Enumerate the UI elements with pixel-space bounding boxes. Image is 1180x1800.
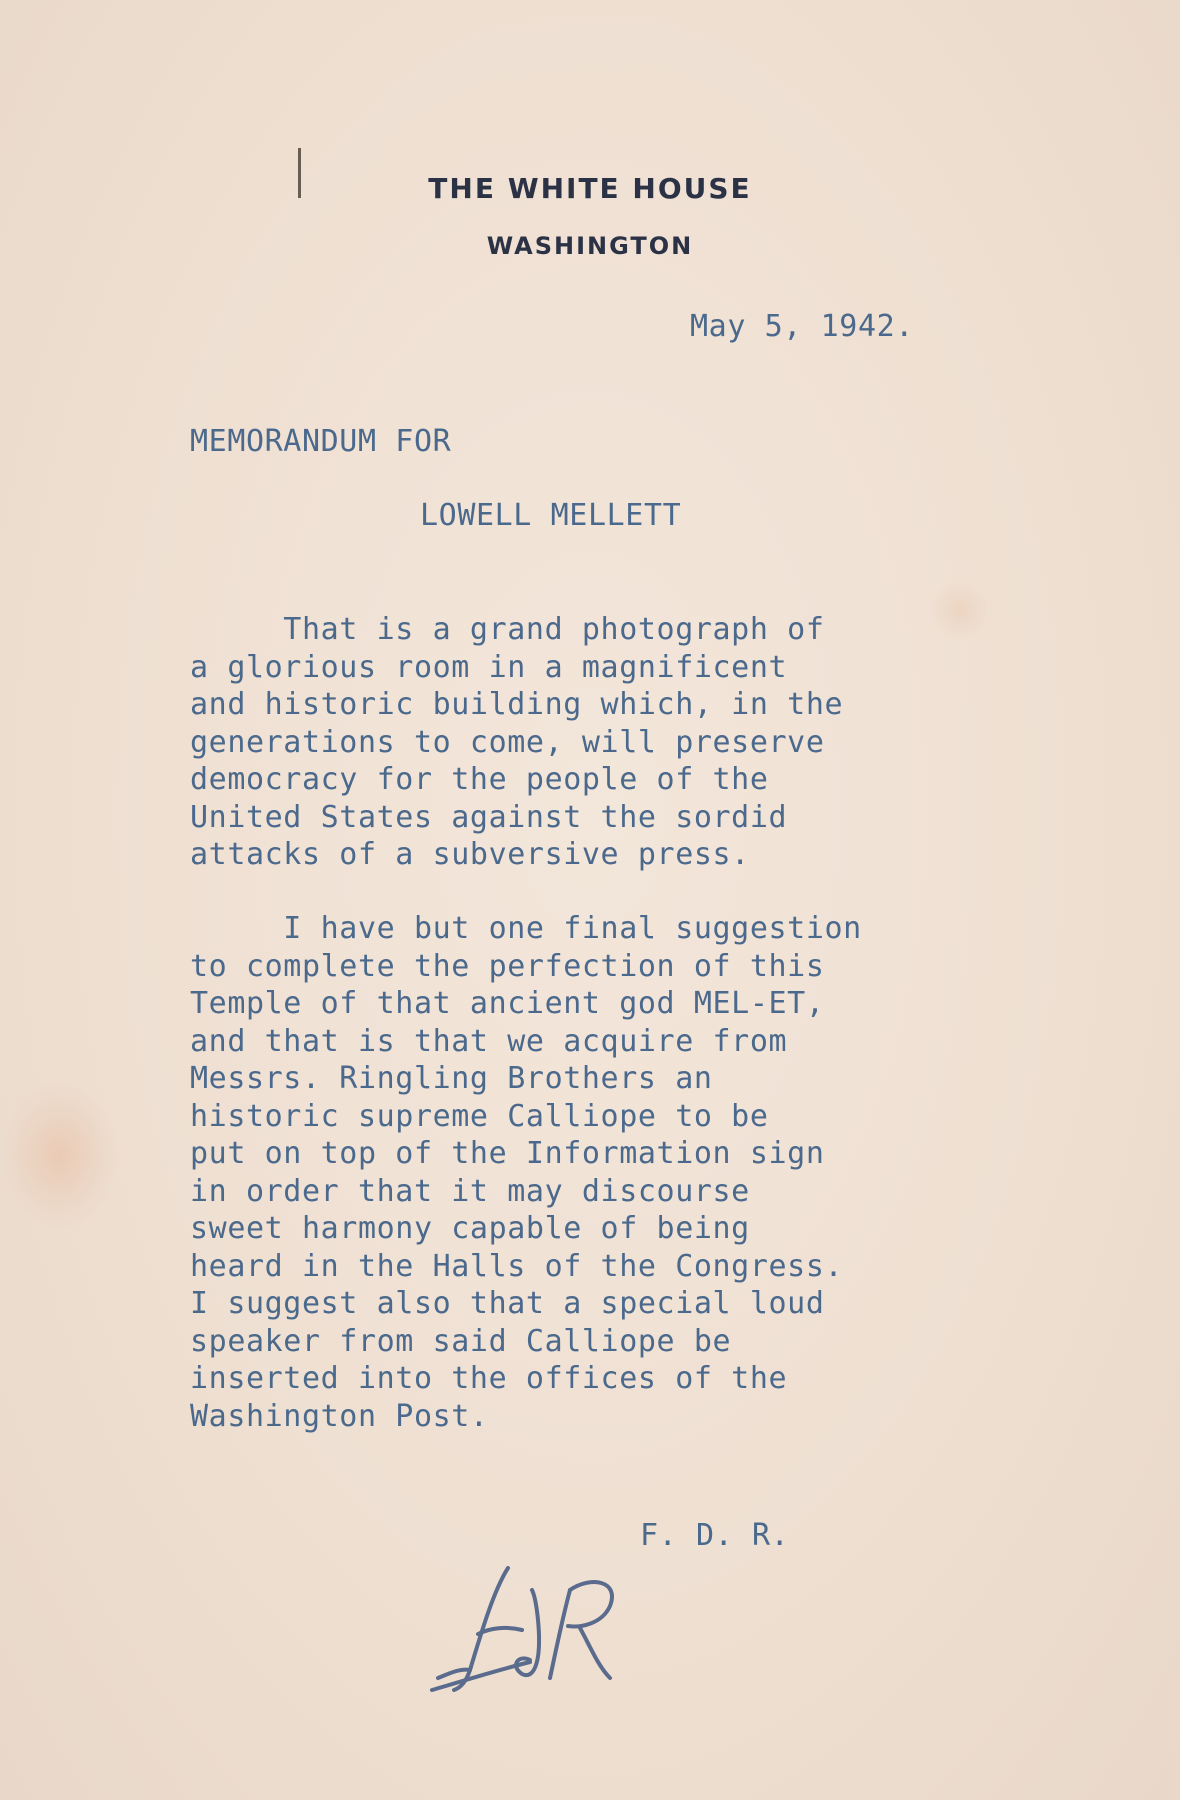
body-paragraph-1: That is a grand photograph of a glorious room in a magnificent and historic building which, in the generations to come, will preserve democracy for the people of the United States against the sordid attacks of a subversive press. [190,612,844,872]
letterhead-title: THE WHITE HOUSE [428,172,752,205]
memo-recipient: LOWELL MELLETT [420,498,682,533]
letterhead-subtitle: WASHINGTON [486,232,694,260]
handwritten-signature [430,1550,650,1700]
closing-initials: F. D. R. [640,1518,790,1553]
memo-heading: MEMORANDUM FOR [190,424,452,459]
body-paragraph-2: I have but one final suggestion to complete the perfection of this Temple of that ancient god MEL-ET, and that is that we acquire from Messrs. Ringling Brothers an historic supreme Calliope to be put on top of the Information sign in order that it may discourse sweet harmony capable of being heard in the Halls of the Congress. I suggest also that a special loud speaker from said Calliope be inserted into the offices of the Washington Post. [190,911,862,1434]
paper-stain [930,580,990,640]
memo-date: May 5, 1942. [690,309,914,344]
paper-stain [0,1080,120,1230]
